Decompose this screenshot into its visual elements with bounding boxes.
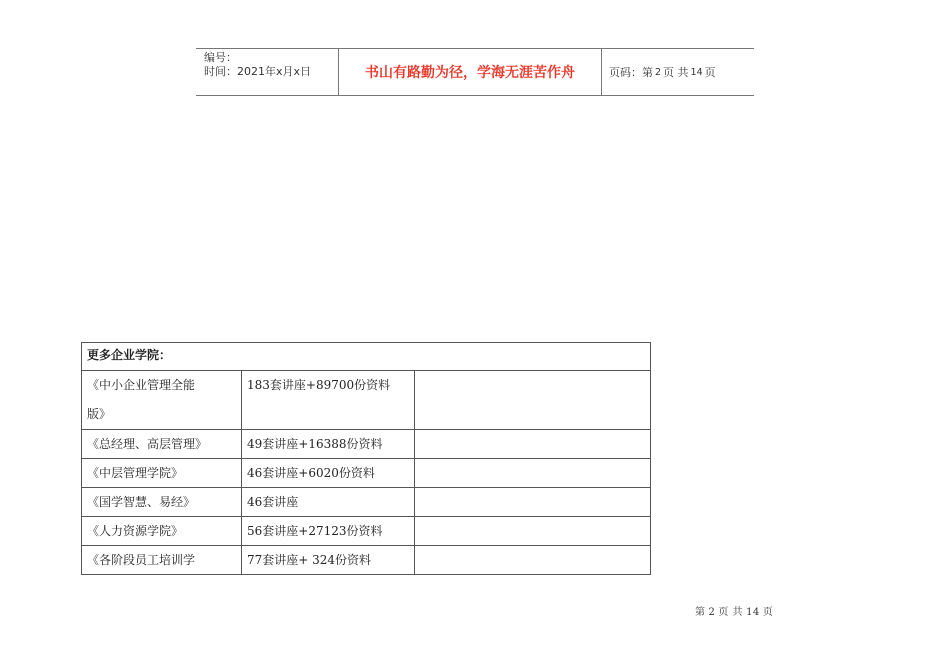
- table-title-row: [82, 343, 651, 371]
- table-row: [82, 459, 651, 488]
- table-row: [82, 371, 651, 430]
- course-desc: 77套讲座+ 324份资料: [242, 546, 415, 575]
- table-row: [82, 488, 651, 517]
- course-desc: 56套讲座+27123份资料: [242, 517, 415, 546]
- table-row: [82, 430, 651, 459]
- course-desc: 183套讲座+89700份资料: [242, 371, 415, 430]
- page-total: 14: [690, 66, 703, 78]
- page-mid: 页 共: [663, 66, 689, 79]
- page-footer: [695, 603, 776, 618]
- course-extra: [415, 488, 651, 517]
- course-name-line: 《中小企业管理全能: [87, 378, 196, 392]
- course-name: 《国学智慧、易经》: [82, 488, 242, 517]
- footer-suffix: 页: [762, 607, 774, 618]
- course-extra: [415, 430, 651, 459]
- table-row: [82, 546, 651, 575]
- course-name: 《中层管理学院》: [82, 459, 242, 488]
- header-motto: 书山有路勤为径，学海无涯苦作舟: [365, 65, 575, 81]
- table-title: 更多企业学院：: [82, 343, 651, 371]
- footer-prefix: 第: [695, 607, 706, 618]
- header-meta: [196, 49, 338, 95]
- course-name: [82, 371, 242, 430]
- course-desc: 46套讲座: [242, 488, 415, 517]
- number-label: 编号：: [204, 51, 237, 64]
- header-page-info: [602, 49, 754, 95]
- course-desc: 49套讲座+16388份资料: [242, 430, 415, 459]
- course-name: 《各阶段员工培训学: [82, 546, 242, 575]
- page-current: 2: [655, 66, 662, 78]
- time-line: [204, 65, 338, 79]
- course-table: [81, 342, 651, 575]
- course-extra: [415, 517, 651, 546]
- time-value: 2021年x月x日: [237, 65, 312, 78]
- footer-total: 14: [746, 607, 760, 618]
- course-desc: 46套讲座+6020份资料: [242, 459, 415, 488]
- table-row: [82, 517, 651, 546]
- footer-mid: 页 共: [718, 607, 744, 618]
- page-label: 页码：第: [609, 66, 653, 79]
- header-motto-cell: [338, 49, 602, 95]
- course-name: 《人力资源学院》: [82, 517, 242, 546]
- time-label: 时间：: [204, 65, 237, 78]
- page-end: 页: [704, 66, 716, 79]
- footer-current: 2: [708, 607, 716, 618]
- course-extra: [415, 546, 651, 575]
- course-extra: [415, 371, 651, 430]
- course-name-line: 版》: [87, 407, 112, 421]
- course-name: 《总经理、高层管理》: [82, 430, 242, 459]
- course-extra: [415, 459, 651, 488]
- page-header: [196, 48, 754, 96]
